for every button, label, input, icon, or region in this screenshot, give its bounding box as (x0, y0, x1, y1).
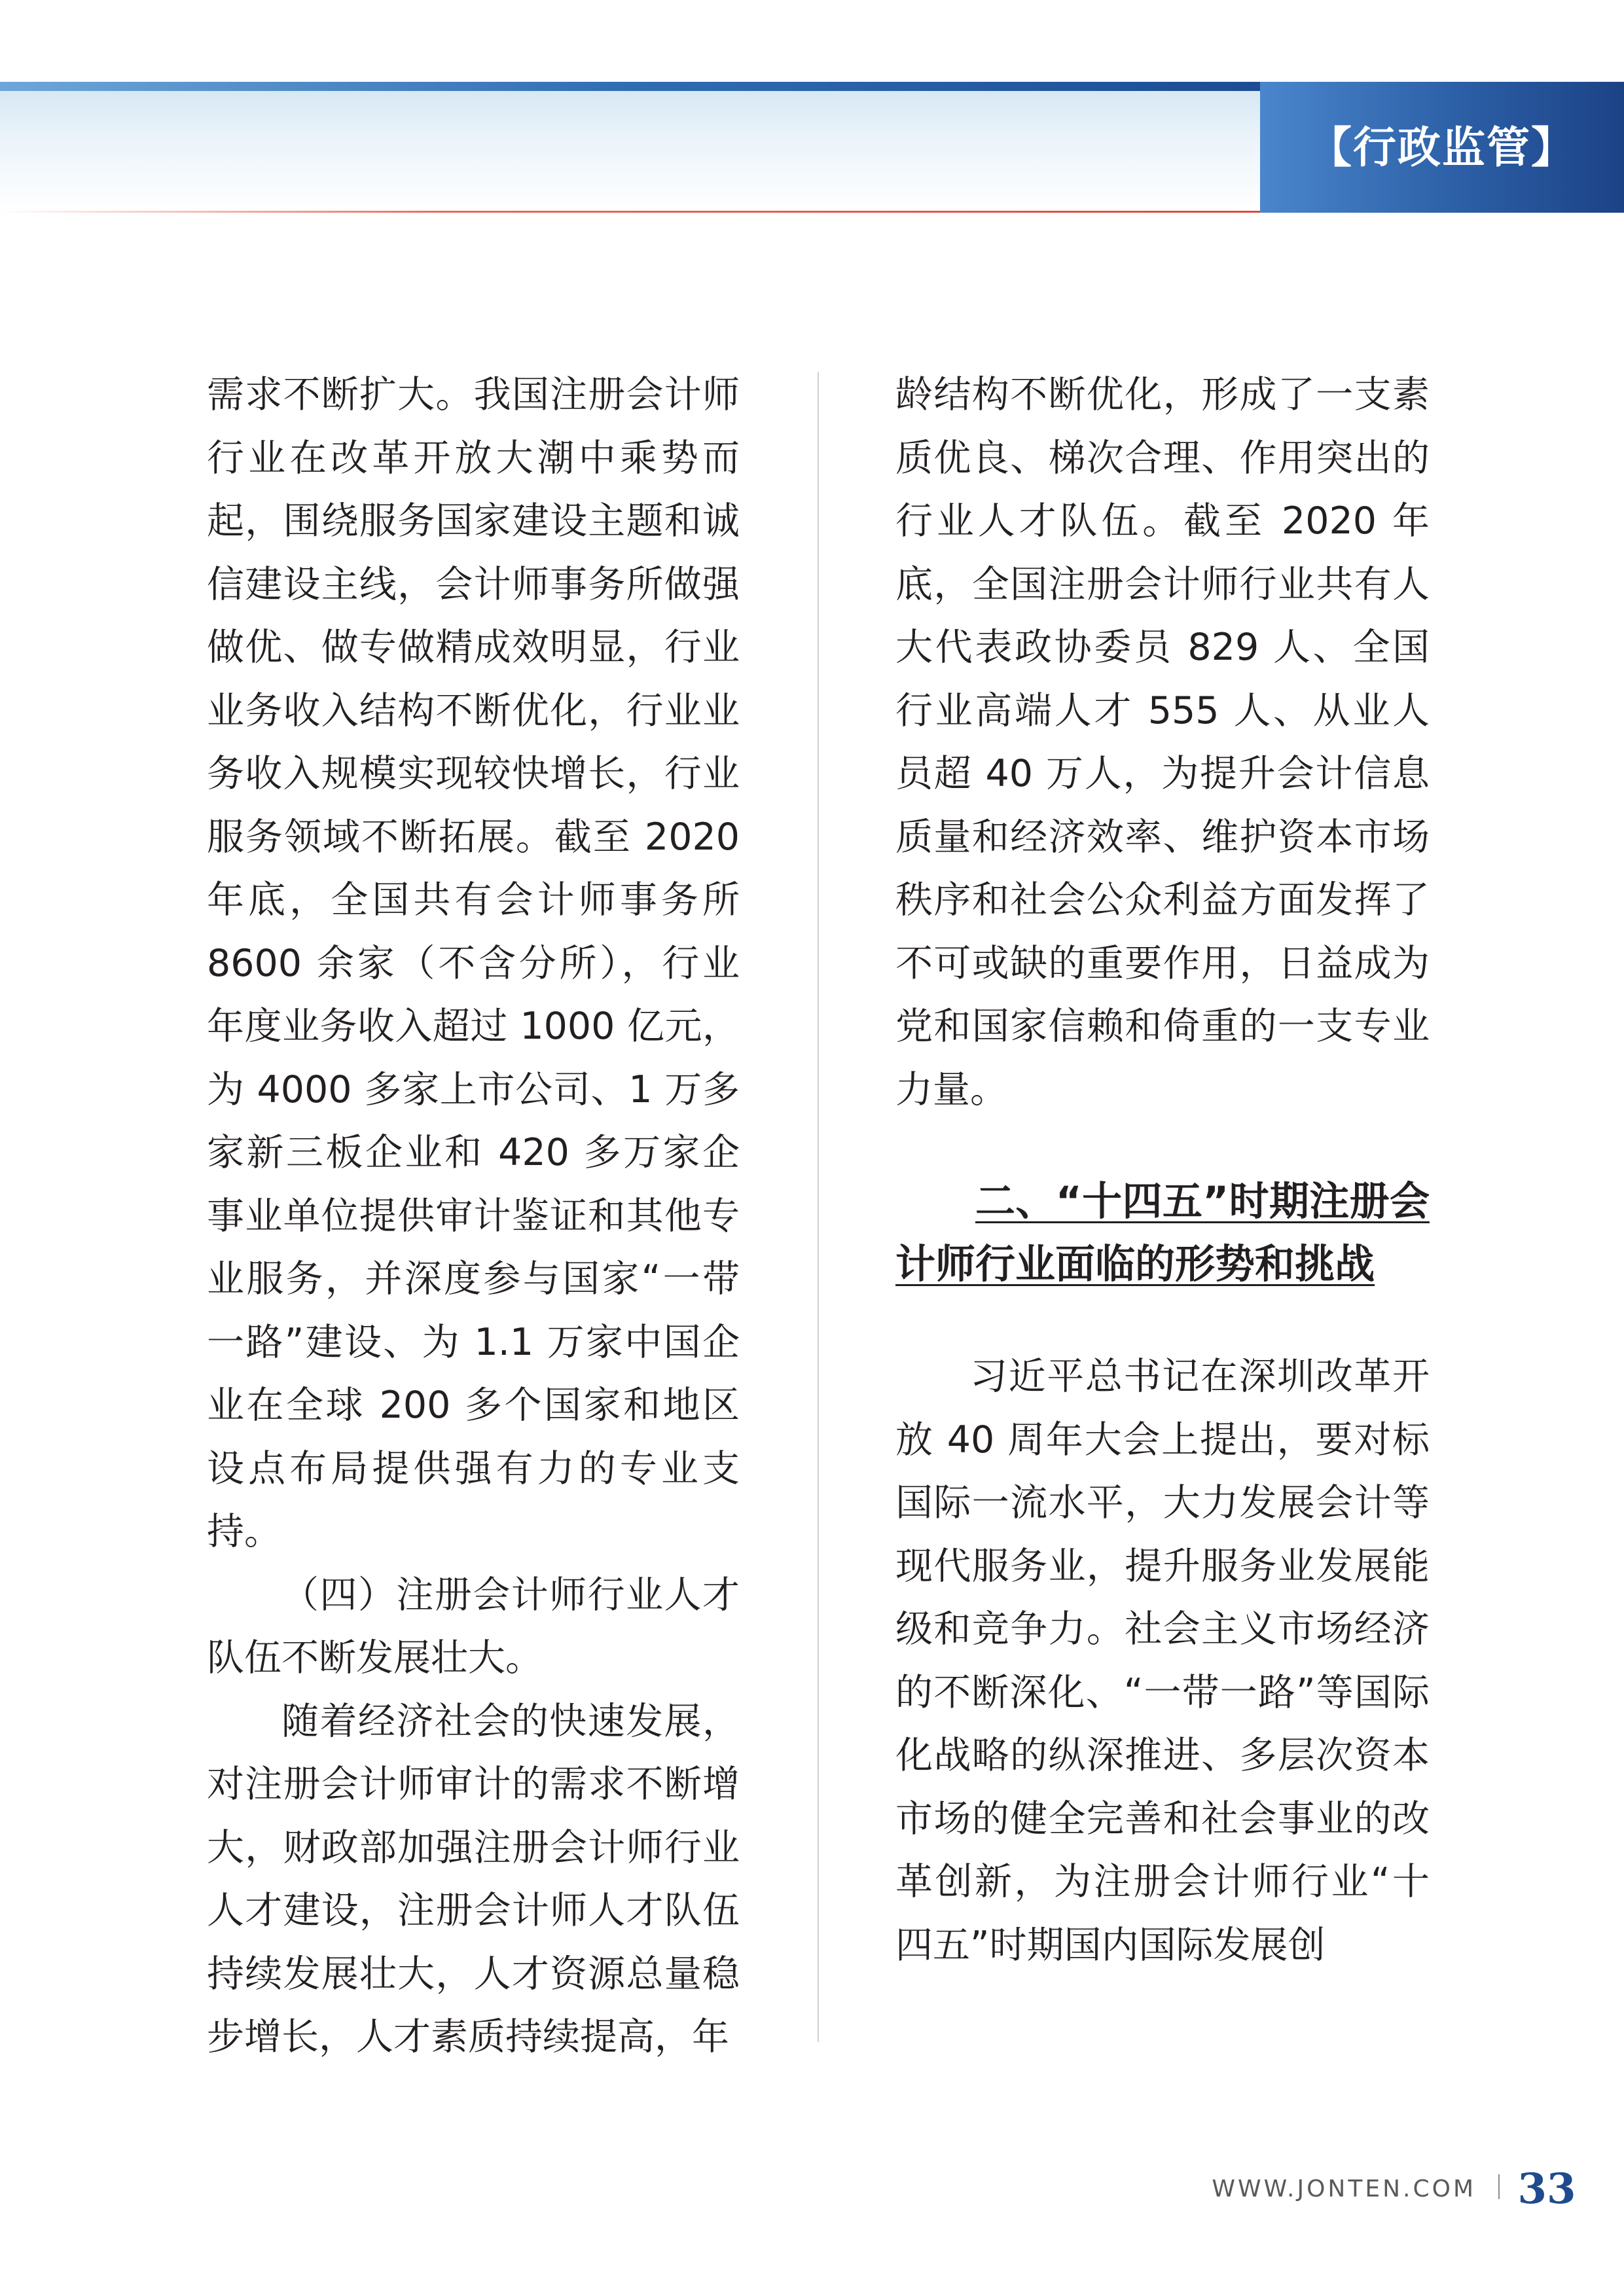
column-divider (818, 372, 819, 2042)
section-heading: 二、“十四五”时期注册会计师行业面临的形势和挑战 (895, 1178, 1430, 1287)
footer-separator (1498, 2174, 1500, 2199)
right-column (895, 363, 1430, 1977)
header-band (0, 82, 1260, 213)
subsection-heading: （四）注册会计师行业人才队伍不断发展壮大。 (207, 1573, 740, 1679)
left-column (207, 363, 740, 2069)
body-paragraph: 习近平总书记在深圳改革开放 40 周年大会上提出，要对标国际一流水平，大力发展会计等现代服务业，提升服务业发展能级和竞争力。社会主义市场经济的不断深化、“一带一路”等国际化战略的纵深推进、多层次资本市场的健全完善和社会事业的改革创新，为注册会计师行业“十四五”时期国内国际发展创 (895, 1355, 1430, 1967)
section-tag: 【行政监管】 (1260, 82, 1624, 213)
footer-url: WWW.JONTEN.COM (1212, 2176, 1476, 2202)
header-bottom-rule (0, 211, 1260, 213)
header-top-rule (0, 82, 1260, 91)
page-number: 33 (1517, 2164, 1576, 2214)
body-paragraph: 随着经济社会的快速发展，对注册会计师审计的需求不断增大，财政部加强注册会计师行业人才建设，注册会计师人才队伍持续发展壮大，人才资源总量稳步增长，人才素质持续提高，年 (207, 1699, 740, 2058)
body-paragraph: 龄结构不断优化，形成了一支素质优良、梯次合理、作用突出的行业人才队伍。截至 2020 年底，全国注册会计师行业共有人大代表政协委员 829 人、全国行业高端人才 555 人、从业人员超 40 万人，为提升会计信息质量和经济效率、维护资本市场秩序和社会公众利益方面发挥了不可或缺的重要作用，日益成为党和国家信赖和倚重的一支专业力量。 (895, 373, 1430, 1111)
body-paragraph: 需求不断扩大。我国注册会计师行业在改革开放大潮中乘势而起，围绕服务国家建设主题和诚信建设主线，会计师事务所做强做优、做专做精成效明显，行业业务收入结构不断优化，行业业务收入规模实现较快增长，行业服务领域不断拓展。截至 2020 年底，全国共有会计师事务所 8600 余家（不含分所），行业年度业务收入超过 1000 亿元，为 4000 多家上市公司、1 万多家新三板企业和 420 多万家企事业单位提供审计鉴证和其他专业服务，并深度参与国家“一带一路”建设、为 1.1 万家中国企业在全球 200 多个国家和地区设点布局提供强有力的专业支持。 (207, 373, 740, 1553)
